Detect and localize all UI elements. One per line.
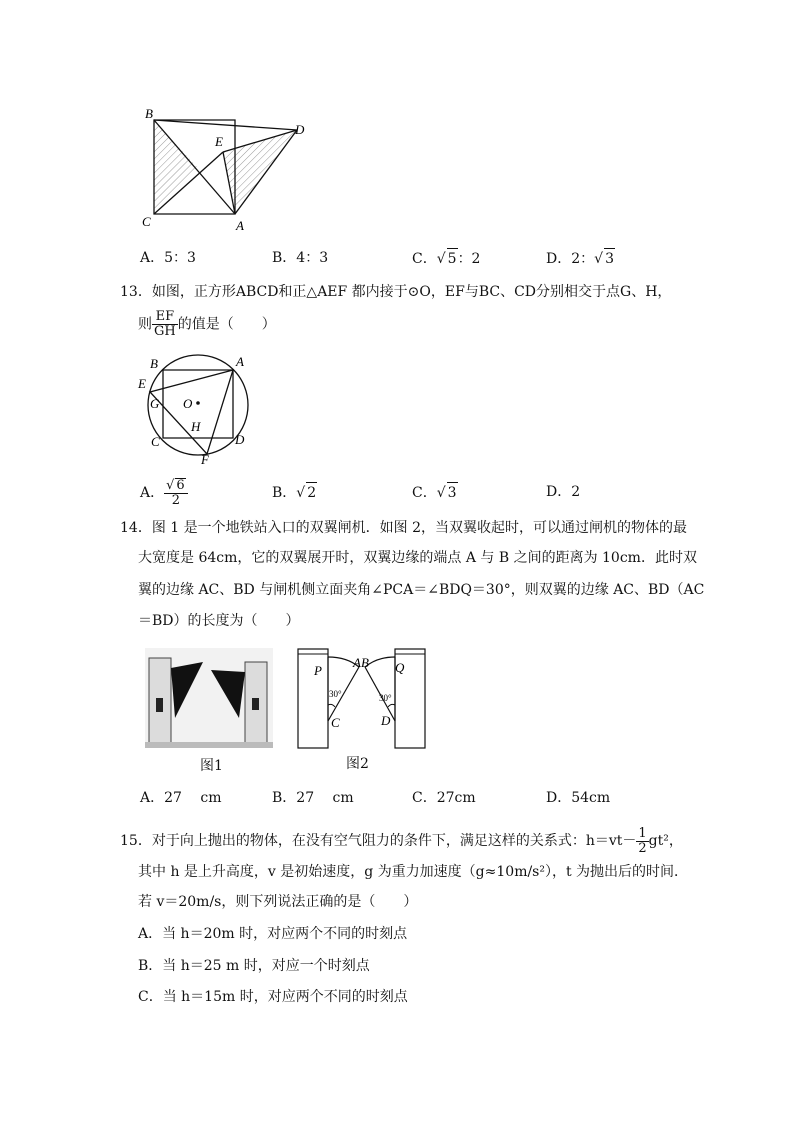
- label-d: D: [381, 713, 391, 728]
- label-b: B: [150, 356, 158, 371]
- q14-figure1-photo: [145, 648, 273, 748]
- label-c: C: [331, 715, 340, 730]
- q12-option-b: B．4：3: [272, 250, 329, 266]
- label-c: C: [151, 434, 160, 449]
- q14-fig2-caption: 图2: [346, 756, 369, 772]
- q15-fraction: $\frac{1}{2}$: [638, 825, 647, 856]
- q15-choice-a: A．当 h＝20m 时，对应两个不同的时刻点: [138, 926, 408, 942]
- label-b: B: [145, 106, 153, 121]
- q14-option-a: A．27 cm: [140, 790, 222, 806]
- label-q: Q: [395, 660, 405, 675]
- center-dot: [196, 401, 200, 405]
- q13-figure: [135, 350, 255, 465]
- q12-option-c: C．√ 5：2: [412, 248, 480, 269]
- q13-option-b: B．√ 2: [272, 482, 317, 503]
- q14-line4: ＝BD）的长度为（ ）: [138, 613, 300, 629]
- q15-line2: 其中 h 是上升高度，v 是初始速度，g 为重力加速度（g≈10m/s²），t 为抛出后的时间．: [138, 864, 689, 880]
- label-a: A: [236, 354, 244, 369]
- q13-option-d: D．2: [546, 484, 581, 500]
- q13-fraction: $\frac{EF}{GH}$: [154, 309, 176, 339]
- q14-figure2: [295, 645, 430, 750]
- q13-line2: 则 $\frac{EF}{GH}$ 的值是（ ）: [138, 309, 276, 339]
- label-p: P: [314, 663, 322, 678]
- q15-choice-c: C．当 h＝15m 时，对应两个不同的时刻点: [138, 989, 408, 1005]
- q13-line1: 13．如图，正方形ABCD和正△AEF 都内接于⊙O，EF与BC、CD分别相交于点G、H，: [120, 284, 672, 300]
- q13-option-a: A． $\frac{√ 6}{2}$: [140, 478, 188, 508]
- label-d: D: [295, 122, 305, 137]
- label-g: G: [150, 396, 160, 411]
- label-h: H: [191, 419, 201, 434]
- label-d: D: [235, 432, 245, 447]
- q14-option-c: C．27cm: [412, 790, 476, 806]
- q14-line3: 翼的边缘 AC、BD 与闸机侧立面夹角∠PCA＝∠BDQ＝30°，则双翼的边缘 AC、BD（AC: [138, 582, 705, 598]
- label-f: F: [201, 452, 209, 465]
- label-ab: AB: [353, 655, 369, 670]
- q15-choice-b: B．当 h＝25 m 时，对应一个时刻点: [138, 958, 370, 974]
- label-o: O: [183, 396, 193, 411]
- q15-line1: 15．对于向上抛出的物体，在没有空气阻力的条件下，满足这样的关系式：h＝vt－ $\frac{1}{2}$ gt²，: [120, 825, 683, 856]
- q14-option-b: B．27 cm: [272, 790, 354, 806]
- label-a: A: [236, 218, 244, 233]
- label-30-right: 30°: [379, 693, 392, 703]
- q14-line1: 14．图 1 是一个地铁站入口的双翼闸机．如图 2，当双翼收起时，可以通过闸机的物体的最: [120, 520, 687, 536]
- q12-option-a: A．5：3: [140, 250, 196, 266]
- label-c: C: [142, 214, 151, 229]
- q12-option-d: D．2：√ 3: [546, 248, 615, 269]
- q14-line2: 大宽度是 64cm，它的双翼展开时，双翼边缘的端点 A 与 B 之间的距离为 10cm．此时双: [138, 550, 697, 566]
- left-gate: [298, 649, 328, 748]
- label-30-left: 30°: [329, 689, 342, 699]
- label-e: E: [138, 376, 146, 391]
- label-e: E: [215, 134, 223, 149]
- q14-option-d: D．54cm: [546, 790, 611, 806]
- shaded-right-triangle: [223, 130, 297, 214]
- q14-fig1-caption: 图1: [200, 758, 223, 774]
- q13-option-c: C．√ 3: [412, 482, 458, 503]
- line-bd: [154, 120, 297, 130]
- q12-figure: [135, 100, 315, 240]
- q15-line3: 若 v＝20m/s，则下列说法正确的是（ ）: [138, 894, 418, 910]
- shaded-left-triangle: [154, 120, 197, 214]
